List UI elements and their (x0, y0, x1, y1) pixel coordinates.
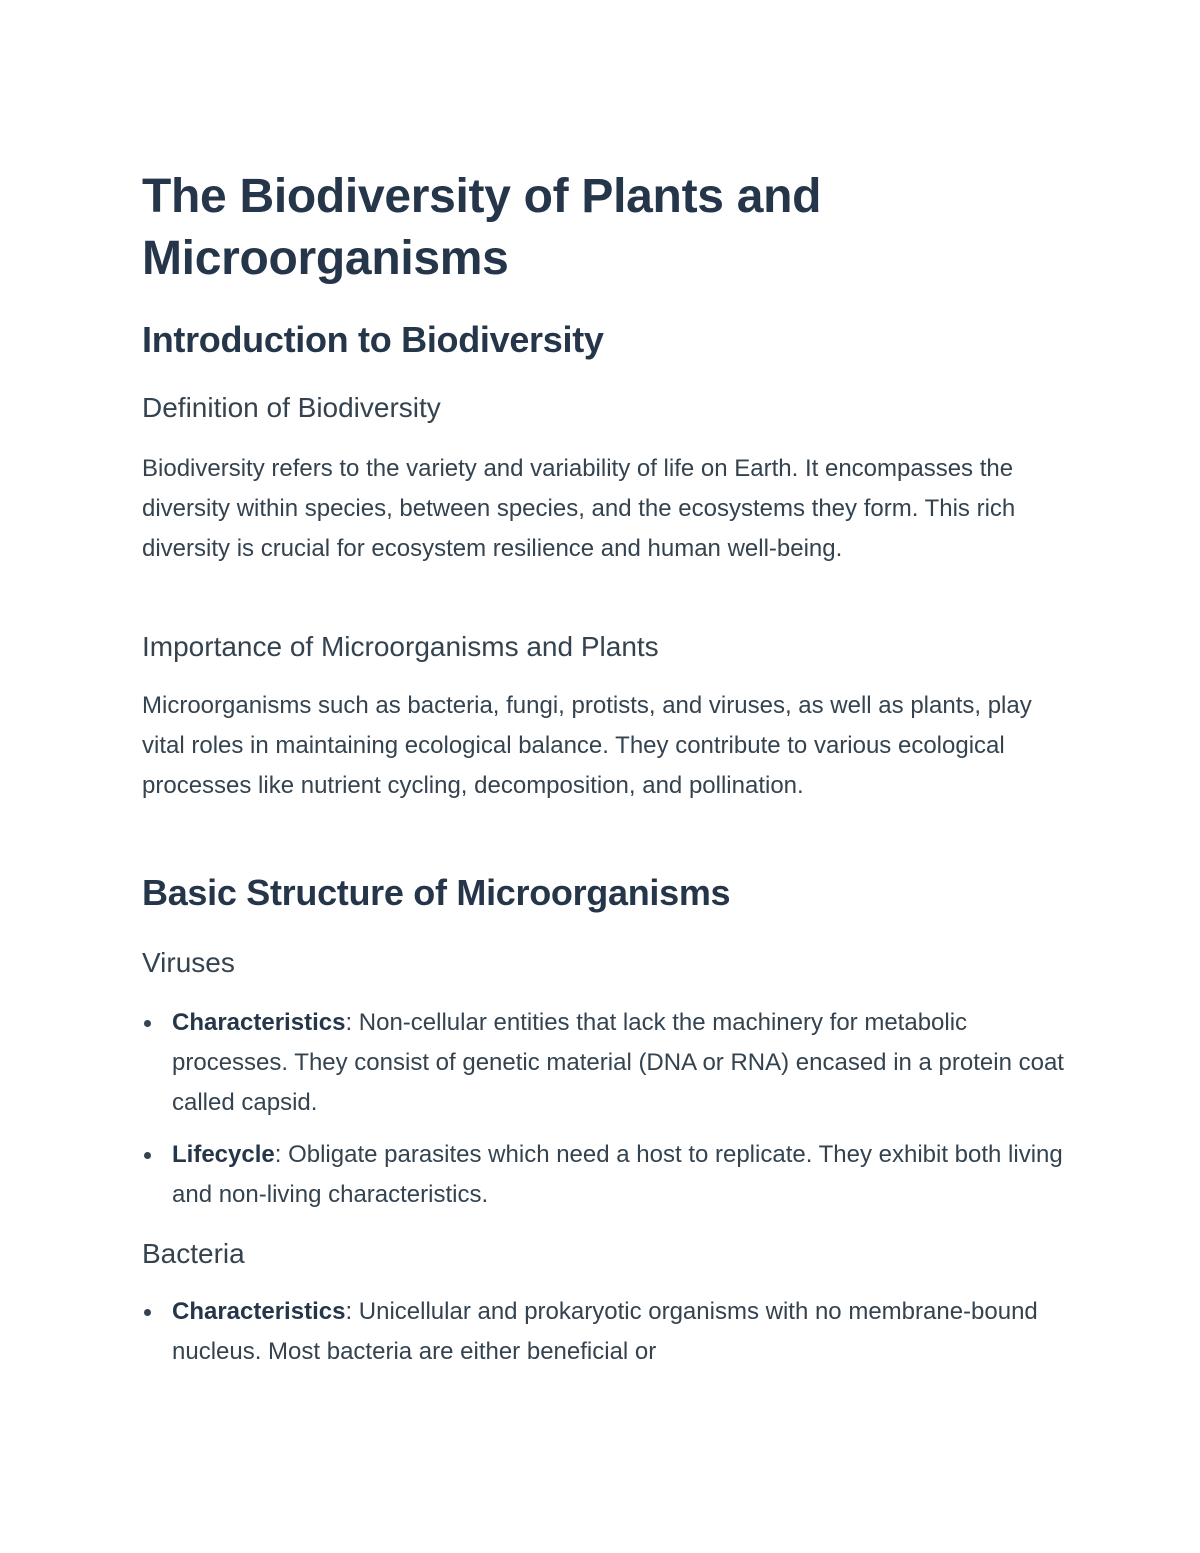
list-item (142, 1292, 1072, 1372)
bullet-term: Characteristics (172, 1298, 346, 1325)
list-item (142, 1135, 1072, 1215)
bullet-icon (144, 1152, 151, 1159)
bullet-text: : Unicellular and prokaryotic organisms with no membrane-bound nucleus. Most bacteria are either beneficial or (172, 1298, 1038, 1365)
list-item (142, 1003, 1072, 1123)
subsection-heading-importance: Importance of Microorganisms and Plants (142, 631, 659, 662)
section-heading-introduction: Introduction to Biodiversity (142, 319, 604, 360)
bullet-icon (144, 1309, 151, 1316)
bacteria-list (142, 1292, 1072, 1384)
paragraph-importance: Microorganisms such as bacteria, fungi, protists, and viruses, as well as plants, play vital roles in maintaining ecological balance. They contribute to various ecological processes like nutrient cycling, decomposition, and pollination. (142, 692, 1032, 799)
subsection-heading-viruses: Viruses (142, 947, 235, 978)
bullet-icon (144, 1020, 151, 1027)
viruses-list (142, 1003, 1072, 1227)
bullet-text: : Non-cellular entities that lack the machinery for metabolic processes. They consist of genetic material (DNA or RNA) encased in a protein coat called capsid. (172, 1009, 1064, 1116)
bullet-text: : Obligate parasites which need a host to replicate. They exhibit both living and non-living characteristics. (172, 1141, 1063, 1208)
subsection-heading-definition: Definition of Biodiversity (142, 392, 441, 423)
bullet-term: Lifecycle (172, 1141, 275, 1168)
subsection-heading-bacteria: Bacteria (142, 1238, 245, 1269)
section-heading-basic-structure: Basic Structure of Microorganisms (142, 872, 731, 913)
page-title: The Biodiversity of Plants and Microorganisms (142, 170, 822, 285)
paragraph-definition: Biodiversity refers to the variety and variability of life on Earth. It encompasses the diversity within species, between species, and the ecosystems they form. This rich diversity is crucial for ecosystem resilience and human well-being. (142, 455, 1016, 562)
bullet-term: Characteristics (172, 1009, 346, 1036)
